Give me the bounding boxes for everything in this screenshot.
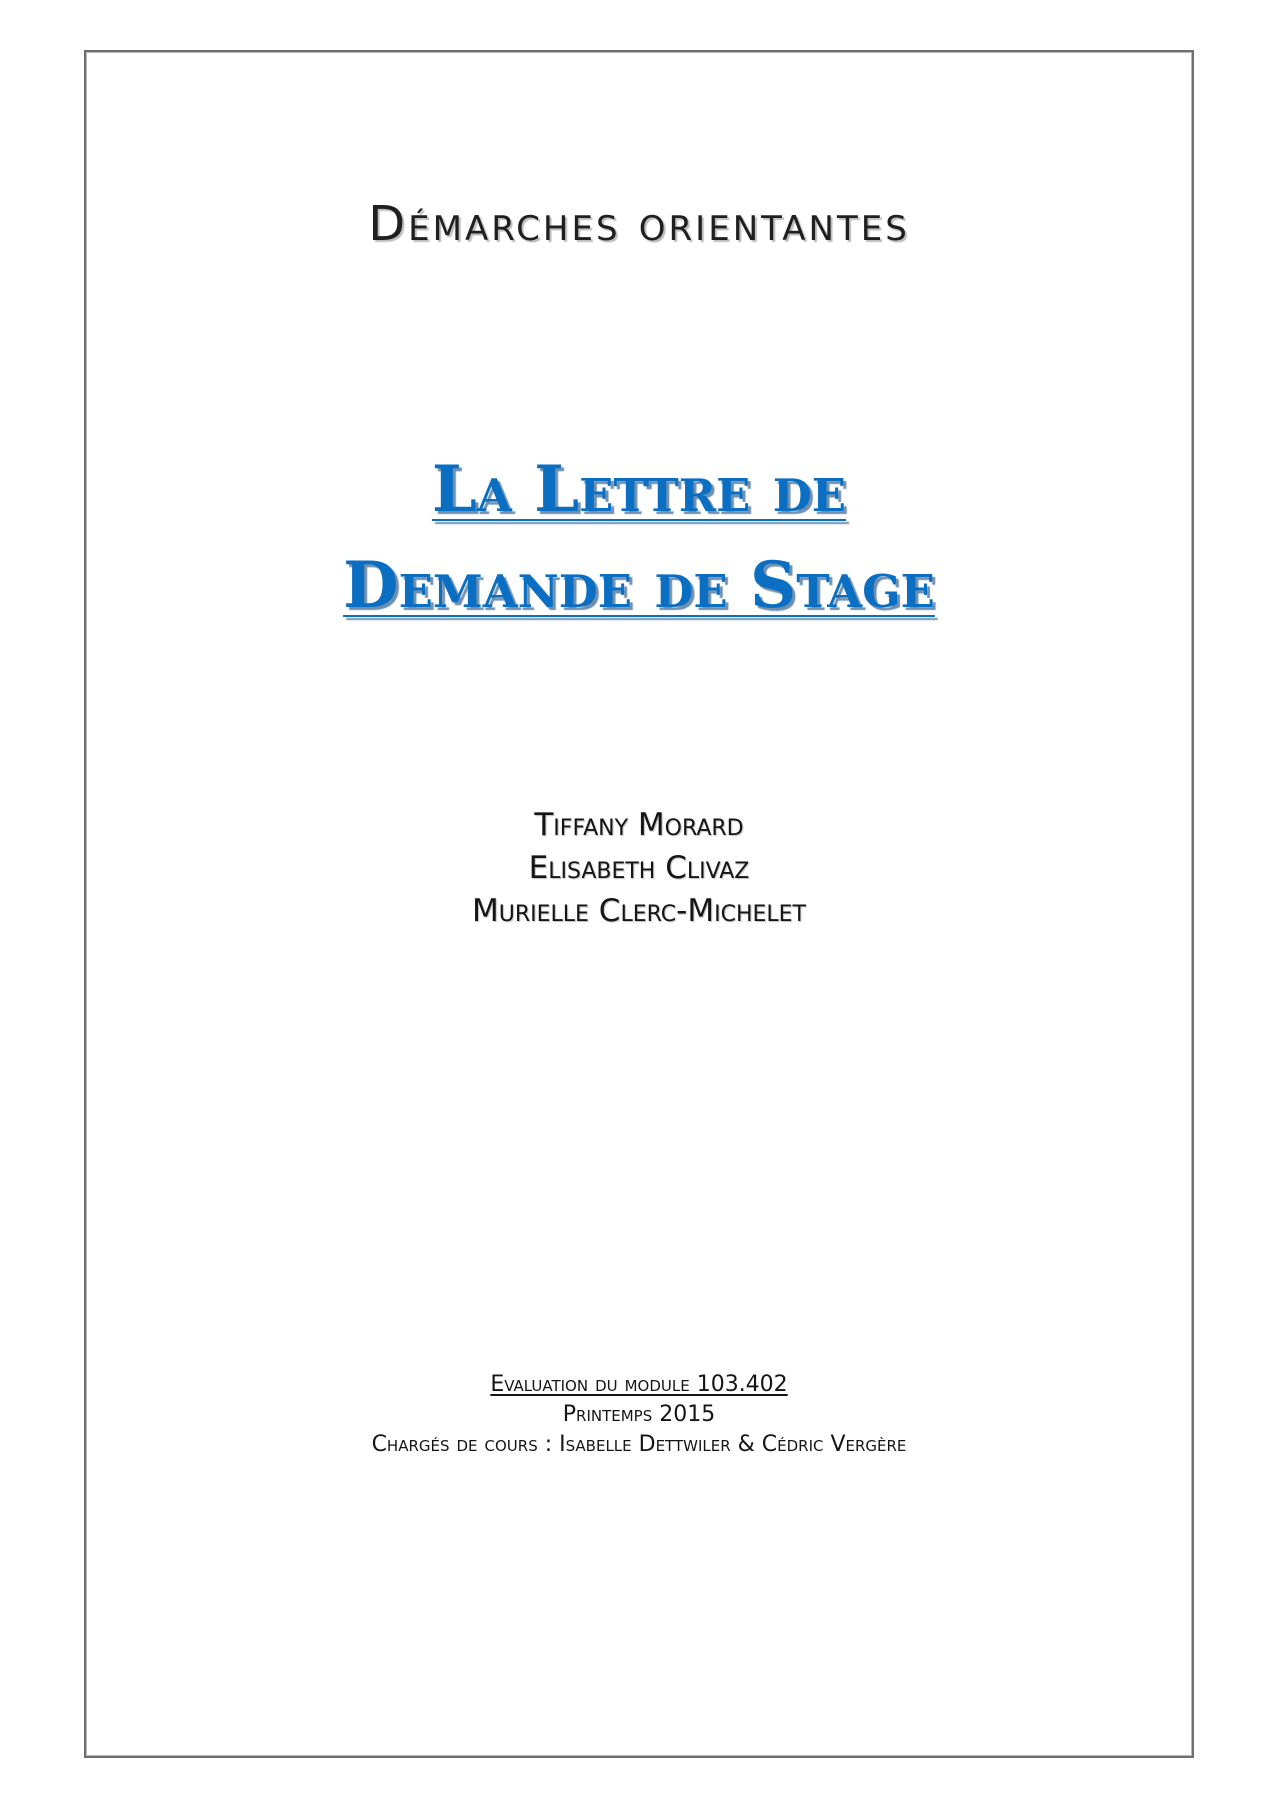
author-list <box>86 804 1192 933</box>
author-name: Tiffany Morard <box>534 807 744 843</box>
title-line-1: La Lettre de <box>431 452 847 527</box>
header-title: Démarches orientantes <box>368 196 910 252</box>
lecturers-line: Chargés de cours : Isabelle Dettwiler & Cédric Vergère <box>371 1432 907 1457</box>
term-line: Printemps 2015 <box>562 1402 716 1427</box>
course-info <box>86 1370 1192 1460</box>
page-border <box>84 50 1194 1758</box>
module-line: Evaluation du module 103.402 <box>490 1372 788 1397</box>
document-title <box>86 442 1192 634</box>
author-name: Elisabeth Clivaz <box>528 850 750 886</box>
author-name: Murielle Clerc-Michelet <box>472 893 806 929</box>
title-line-2: Demande de Stage <box>343 548 935 623</box>
